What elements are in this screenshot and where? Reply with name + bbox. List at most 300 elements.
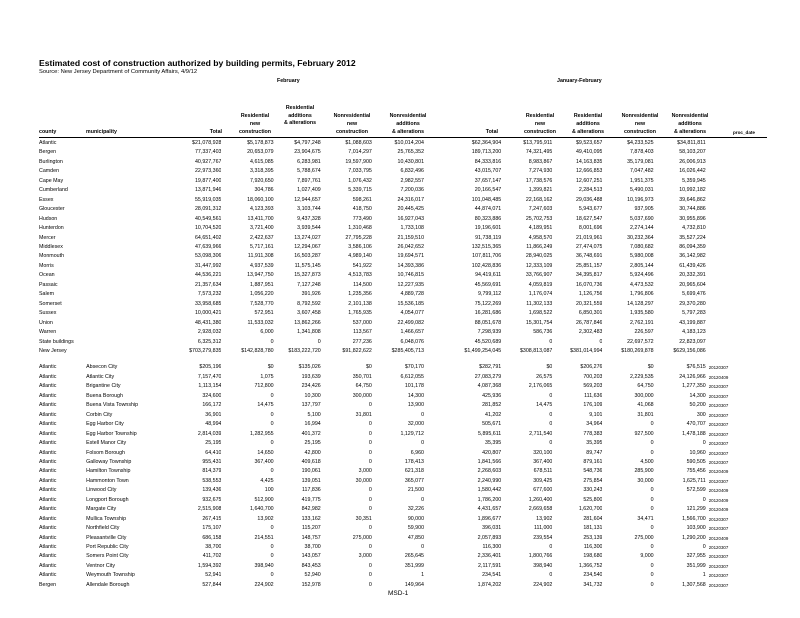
value-cell: 0: [650, 487, 654, 494]
value-cell: 7,878,403: [630, 149, 654, 156]
gap-cell: [39, 356, 767, 363]
value-cell: 12,294,067: [294, 243, 321, 250]
value-cell: 300,000: [352, 392, 372, 399]
value-cell: 86,094,359: [679, 243, 706, 250]
value-cell: 12,944,657: [294, 196, 321, 203]
value-cell: 281,852: [482, 402, 502, 409]
county-name: Atlantic: [39, 468, 57, 475]
value-cell: 1,027,409: [297, 187, 321, 194]
value-cell: 24,316,017: [397, 196, 425, 203]
value-cell: 1,566,700: [682, 515, 706, 522]
value-cell: 10,746,815: [397, 272, 425, 279]
value-cell: 4,937,539: [250, 262, 274, 269]
county-row: [39, 139, 767, 148]
value-cell: 0: [702, 496, 706, 503]
value-cell: 58,103,207: [679, 149, 706, 156]
value-cell: 90,000: [407, 515, 425, 522]
value-cell: 10,300: [304, 392, 321, 399]
value-cell: 2,805,144: [630, 262, 654, 269]
county-name: Atlantic: [39, 458, 57, 465]
value-cell: 139,436: [202, 487, 222, 494]
value-cell: 226,597: [634, 329, 654, 336]
municipality-row: [39, 411, 767, 420]
value-cell: 1: [702, 572, 706, 579]
value-cell: 19,196,601: [474, 225, 502, 232]
municipality-name: Linwood City: [86, 487, 117, 494]
value-cell: 1,786,200: [477, 496, 502, 503]
municipality-row: [39, 467, 767, 476]
value-cell: 525,800: [583, 496, 603, 503]
value-cell: $308,813,087: [519, 347, 553, 354]
value-cell: $0: [546, 364, 553, 371]
value-cell: 34,471: [637, 515, 654, 522]
value-cell: 2,982,557: [400, 177, 425, 184]
value-cell: 116,300: [482, 544, 502, 551]
value-cell: 47,850: [407, 534, 425, 541]
value-cell: 0: [368, 525, 372, 532]
value-cell: 590,505: [686, 458, 706, 465]
municipality-row: [39, 420, 767, 429]
value-cell: 7,014,297: [348, 149, 372, 156]
value-cell: 7,247,603: [528, 206, 553, 213]
value-cell: 30,000: [355, 477, 372, 484]
proc-date-cell: 20120307: [708, 365, 729, 371]
county-row: [39, 243, 767, 252]
municipality-name: Somers Point City: [86, 553, 129, 560]
empty-cell: [706, 290, 767, 299]
value-cell: 0: [650, 496, 654, 503]
value-cell: 133,162: [301, 515, 321, 522]
value-cell: 367,400: [254, 458, 274, 465]
county-name: Cumberland: [39, 187, 68, 194]
value-cell: 267,415: [202, 515, 222, 522]
county-name: Morris: [39, 262, 54, 269]
header-proc-date: proc_date: [733, 130, 755, 135]
value-cell: 409,618: [301, 458, 321, 465]
value-cell: 512,900: [254, 496, 274, 503]
county-name: Somerset: [39, 300, 62, 307]
value-cell: 11,866,249: [526, 243, 553, 250]
municipality-name: Absecon City: [86, 364, 118, 371]
value-cell: 6,850,301: [578, 310, 603, 317]
value-cell: 25,195: [304, 440, 321, 447]
value-cell: 2,274,144: [630, 225, 654, 232]
proc-date-cell: 20120307: [708, 545, 729, 551]
value-cell: 100: [264, 487, 274, 494]
empty-cell: [706, 252, 767, 261]
county-row: [39, 177, 767, 186]
value-cell: 0: [549, 572, 553, 579]
county-row: [39, 148, 767, 157]
group-header-jan-feb: January-February: [557, 78, 602, 84]
value-cell: $0: [365, 364, 372, 371]
proc-date-cell: 20120409: [708, 488, 729, 494]
value-cell: 0: [549, 421, 553, 428]
value-cell: 527,844: [202, 581, 222, 588]
proc-date-cell: 20120307: [708, 403, 729, 409]
value-cell: 107,811,706: [472, 253, 502, 260]
value-cell: 13,871,946: [194, 187, 222, 194]
value-cell: 0: [368, 572, 372, 579]
value-cell: $183,222,720: [288, 347, 321, 354]
value-cell: 47,639,966: [194, 243, 222, 250]
value-cell: 396,031: [482, 525, 502, 532]
value-cell: 91,738,119: [475, 234, 502, 241]
value-cell: 49,410,095: [575, 149, 603, 156]
value-cell: 29,036,488: [575, 196, 603, 203]
municipality-row: [39, 562, 767, 571]
value-cell: 0: [599, 338, 603, 345]
proc-date-cell: 20120307: [708, 441, 729, 447]
value-cell: 36,142,982: [679, 253, 706, 260]
empty-cell: [706, 167, 767, 176]
county-name: Gloucester: [39, 206, 65, 213]
value-cell: 2,422,637: [250, 234, 274, 241]
municipality-name: Atlantic City: [86, 373, 115, 380]
value-cell: 34,395,817: [575, 272, 603, 279]
empty-cell: [706, 215, 767, 224]
value-cell: 22,499,082: [397, 319, 425, 326]
value-cell: 0: [368, 458, 372, 465]
value-cell: 15,301,754: [525, 319, 553, 326]
value-cell: 1,640,700: [250, 506, 274, 513]
value-cell: 50,200: [689, 402, 706, 409]
municipality-row: [39, 486, 767, 495]
header-ytd-nonres-add: Nonresidential additions & alterations: [671, 113, 709, 135]
value-cell: 0: [270, 525, 274, 532]
value-cell: 74,321,495: [525, 149, 553, 156]
county-name: Atlantic: [39, 496, 57, 503]
county-name: Atlantic: [39, 572, 57, 579]
value-cell: 6,960: [410, 449, 425, 456]
county-name: Burlington: [39, 158, 63, 165]
value-cell: 22,973,360: [194, 168, 222, 175]
value-cell: 1,235,356: [348, 291, 372, 298]
value-cell: 45,520,689: [474, 338, 502, 345]
value-cell: 5,924,496: [630, 272, 654, 279]
value-cell: 1,466,657: [400, 329, 425, 336]
value-cell: 111,000: [533, 525, 553, 532]
value-cell: 181,131: [583, 525, 603, 532]
value-cell: 7,298,939: [477, 329, 502, 336]
county-row: [39, 215, 767, 224]
value-cell: 351,999: [404, 562, 425, 569]
value-cell: 114,500: [353, 281, 372, 288]
value-cell: 4,989,140: [348, 253, 372, 260]
value-cell: 598,261: [352, 196, 372, 203]
empty-cell: [706, 234, 767, 243]
value-cell: 0: [549, 440, 553, 447]
value-cell: 16,281,686: [474, 310, 502, 317]
value-cell: 239,554: [533, 534, 553, 541]
value-cell: 1,765,935: [348, 310, 372, 317]
county-name: Atlantic: [39, 402, 57, 409]
value-cell: 0: [270, 468, 274, 475]
value-cell: 43,199,887: [679, 319, 706, 326]
municipality-name: Allendale Borough: [86, 581, 130, 588]
county-name: Cape May: [39, 177, 64, 184]
county-name: Warren: [39, 329, 57, 336]
value-cell: 0: [421, 411, 425, 418]
value-cell: 234,426: [301, 383, 321, 390]
value-cell: 13,902: [536, 515, 553, 522]
county-name: Bergen: [39, 581, 57, 588]
value-cell: 31,801: [355, 411, 372, 418]
value-cell: 10,196,973: [627, 196, 654, 203]
value-cell: 572,599: [686, 487, 706, 494]
municipality-name: Mullica Township: [86, 515, 127, 522]
value-cell: 37,657,147: [474, 177, 502, 184]
municipality-row: [39, 430, 767, 439]
municipality-name: Pleasantville City: [86, 534, 127, 541]
value-cell: 2,268,603: [477, 468, 502, 475]
value-cell: 18,060,100: [247, 196, 274, 203]
value-cell: 28,091,312: [194, 206, 222, 213]
value-cell: $70,170: [404, 364, 425, 371]
value-cell: 0: [368, 581, 372, 588]
value-cell: 30,955,896: [679, 215, 706, 222]
value-cell: 2,302,483: [578, 329, 603, 336]
value-cell: 275,000: [352, 534, 372, 541]
county-row: [39, 205, 767, 214]
value-cell: 0: [368, 440, 372, 447]
county-name: Atlantic: [39, 440, 57, 447]
empty-cell: [706, 328, 767, 337]
value-cell: 101,178: [404, 383, 425, 390]
value-cell: 4,054,077: [400, 310, 425, 317]
county-row: [39, 347, 767, 356]
value-cell: 4,732,810: [682, 225, 706, 232]
empty-cell: [706, 309, 767, 318]
county-name: Atlantic: [39, 544, 57, 551]
value-cell: 2,284,513: [578, 187, 603, 194]
value-cell: 10,992,182: [679, 187, 706, 194]
value-cell: 0: [549, 392, 553, 399]
value-cell: 11,575,145: [294, 262, 321, 269]
value-cell: 285,900: [634, 468, 654, 475]
value-cell: 25,851,157: [575, 262, 603, 269]
value-cell: 1,126,756: [578, 291, 603, 298]
value-cell: 1,260,400: [528, 496, 553, 503]
value-cell: 0: [270, 421, 274, 428]
value-cell: 35,527,224: [679, 234, 706, 241]
value-cell: 14,393,386: [397, 262, 425, 269]
value-cell: 19,694,571: [397, 253, 425, 260]
municipality-name: Corbin City: [86, 411, 113, 418]
value-cell: 4,615,085: [250, 158, 274, 165]
value-cell: 13,274,027: [294, 234, 321, 241]
value-cell: 9,799,112: [478, 291, 502, 298]
value-cell: 0: [650, 421, 654, 428]
county-name: Middlesex: [39, 243, 63, 250]
value-cell: 324,600: [202, 392, 222, 399]
value-cell: 10,960: [689, 449, 706, 456]
value-cell: $142,828,780: [241, 347, 274, 354]
value-cell: 115,207: [301, 525, 321, 532]
value-cell: 0: [650, 562, 654, 569]
value-cell: 30,351: [355, 515, 372, 522]
value-cell: 14,163,835: [575, 158, 603, 165]
value-cell: $135,026: [298, 364, 321, 371]
proc-date-cell: 20120307: [708, 516, 729, 522]
value-cell: 3,939,544: [297, 225, 321, 232]
proc-date-cell: 20120307: [708, 393, 729, 399]
value-cell: $9,523,657: [575, 140, 603, 146]
value-cell: 16,503,287: [294, 253, 321, 260]
value-cell: 94,419,611: [475, 272, 502, 279]
value-cell: $34,811,811: [677, 140, 706, 146]
county-name: Atlantic: [39, 562, 57, 569]
value-cell: 275,854: [583, 477, 603, 484]
value-cell: 686,158: [202, 534, 222, 541]
municipality-row: [39, 496, 767, 505]
municipality-name: Egg Harbor City: [86, 421, 124, 428]
county-name: Atlantic: [39, 140, 57, 146]
value-cell: 2,711,540: [529, 430, 553, 437]
value-cell: 7,127,248: [297, 281, 321, 288]
county-row: [39, 271, 767, 280]
proc-date-cell: 20120307: [708, 422, 729, 428]
value-cell: 5,895,611: [478, 430, 502, 437]
value-cell: 176,109: [583, 402, 603, 409]
value-cell: 52,941: [205, 572, 222, 579]
empty-cell: [706, 196, 767, 205]
value-cell: $206,276: [580, 364, 603, 371]
county-name: Atlantic: [39, 392, 57, 399]
municipality-name: Galloway Township: [86, 458, 132, 465]
header-total: Total: [209, 129, 222, 135]
county-name: Essex: [39, 196, 54, 203]
value-cell: 198,680: [583, 553, 603, 560]
value-cell: 117,836: [301, 487, 321, 494]
empty-cell: [706, 281, 767, 290]
value-cell: 48,431,380: [194, 319, 222, 326]
value-cell: 8,001,696: [578, 225, 603, 232]
value-cell: $4,233,525: [627, 140, 654, 146]
value-cell: 27,795,228: [345, 234, 372, 241]
value-cell: 10,000,421: [194, 310, 222, 317]
value-cell: 2,117,591: [478, 562, 502, 569]
municipality-name: Egg Harbor Township: [86, 430, 137, 437]
value-cell: 14,475: [257, 402, 274, 409]
value-cell: 13,947,750: [247, 272, 274, 279]
value-cell: 425,936: [482, 392, 502, 399]
value-cell: 35,179,081: [627, 158, 654, 165]
value-cell: 3,318,395: [250, 168, 274, 175]
value-cell: 84,333,816: [474, 158, 502, 165]
value-cell: 505,671: [482, 421, 502, 428]
value-cell: 27,474,075: [575, 243, 603, 250]
value-cell: 33,958,685: [194, 300, 222, 307]
value-cell: 2,762,191: [630, 319, 654, 326]
value-cell: 224,902: [533, 581, 553, 588]
value-cell: 11,533,032: [247, 319, 274, 326]
county-name: Atlantic: [39, 553, 57, 560]
value-cell: 39,646,862: [679, 196, 706, 203]
value-cell: $282,791: [479, 364, 502, 371]
value-cell: 0: [368, 562, 372, 569]
value-cell: 0: [650, 544, 654, 551]
value-cell: 111,636: [584, 392, 603, 399]
value-cell: 843,453: [301, 562, 321, 569]
value-cell: 7,897,761: [297, 177, 321, 184]
value-cell: 1,075: [260, 373, 274, 380]
value-cell: 12,333,109: [525, 262, 553, 269]
county-name: Atlantic: [39, 383, 57, 390]
municipality-name: Northfield City: [86, 525, 120, 532]
value-cell: 420,807: [482, 449, 502, 456]
value-cell: 24,126,966: [679, 373, 706, 380]
proc-date-cell: 20120307: [708, 526, 729, 532]
value-cell: 30,232,364: [627, 234, 654, 241]
value-cell: 0: [650, 506, 654, 513]
value-cell: 6,832,496: [400, 168, 425, 175]
value-cell: 9,000: [640, 553, 654, 560]
value-cell: 26,042,652: [397, 243, 425, 250]
value-cell: 29,370,280: [679, 300, 706, 307]
value-cell: 0: [702, 544, 706, 551]
page-footer: MSD-1: [388, 590, 409, 597]
value-cell: $1,499,254,045: [464, 347, 502, 354]
permits-table: [39, 139, 767, 590]
county-row: [39, 224, 767, 233]
empty-cell: [706, 158, 767, 167]
header-ytd-res-new: Residential new construction: [523, 113, 557, 135]
value-cell: 1,176,074: [528, 291, 553, 298]
value-cell: 1,887,951: [250, 281, 274, 288]
value-cell: 1,290,200: [682, 534, 706, 541]
header-municipality: municipality: [86, 129, 117, 135]
value-cell: 13,411,700: [247, 215, 274, 222]
value-cell: 178,413: [404, 458, 425, 465]
value-cell: 166,172: [202, 402, 222, 409]
value-cell: 152,978: [301, 581, 321, 588]
value-cell: 300: [696, 411, 706, 418]
value-cell: 1,341,808: [297, 329, 321, 336]
value-cell: 0: [368, 449, 372, 456]
value-cell: 139,051: [301, 477, 321, 484]
value-cell: 21,357,634: [194, 281, 222, 288]
county-name: Atlantic: [39, 534, 57, 541]
county-name: Atlantic: [39, 430, 57, 437]
header-ytd-res-add: Residential additions & alterations: [571, 113, 605, 135]
value-cell: 3,000: [358, 553, 372, 560]
value-cell: 64,651,402: [194, 234, 222, 241]
county-name: Monmouth: [39, 253, 65, 260]
value-cell: 300,000: [634, 392, 654, 399]
value-cell: 304,786: [254, 187, 274, 194]
value-cell: 32,226: [407, 506, 425, 513]
value-cell: 22,168,162: [525, 196, 553, 203]
value-cell: 367,400: [533, 458, 553, 465]
county-row: [39, 338, 767, 347]
value-cell: 5,717,161: [250, 243, 274, 250]
value-cell: 11,911,308: [247, 253, 274, 260]
municipality-name: Weymouth Township: [86, 572, 135, 579]
value-cell: 21,500: [407, 487, 425, 494]
value-cell: 927,500: [634, 430, 654, 437]
value-cell: 20,332,391: [679, 272, 706, 279]
municipality-name: Hammonton Town: [86, 477, 129, 484]
value-cell: $21,078,928: [192, 140, 222, 146]
value-cell: 5,788,674: [297, 168, 321, 175]
county-row: [39, 167, 767, 176]
proc-date-cell: 20120409: [708, 497, 729, 503]
value-cell: 548,736: [583, 468, 603, 475]
value-cell: 6,283,981: [297, 158, 321, 165]
value-cell: 401,372: [301, 430, 321, 437]
value-cell: 1,620,700: [578, 506, 603, 513]
